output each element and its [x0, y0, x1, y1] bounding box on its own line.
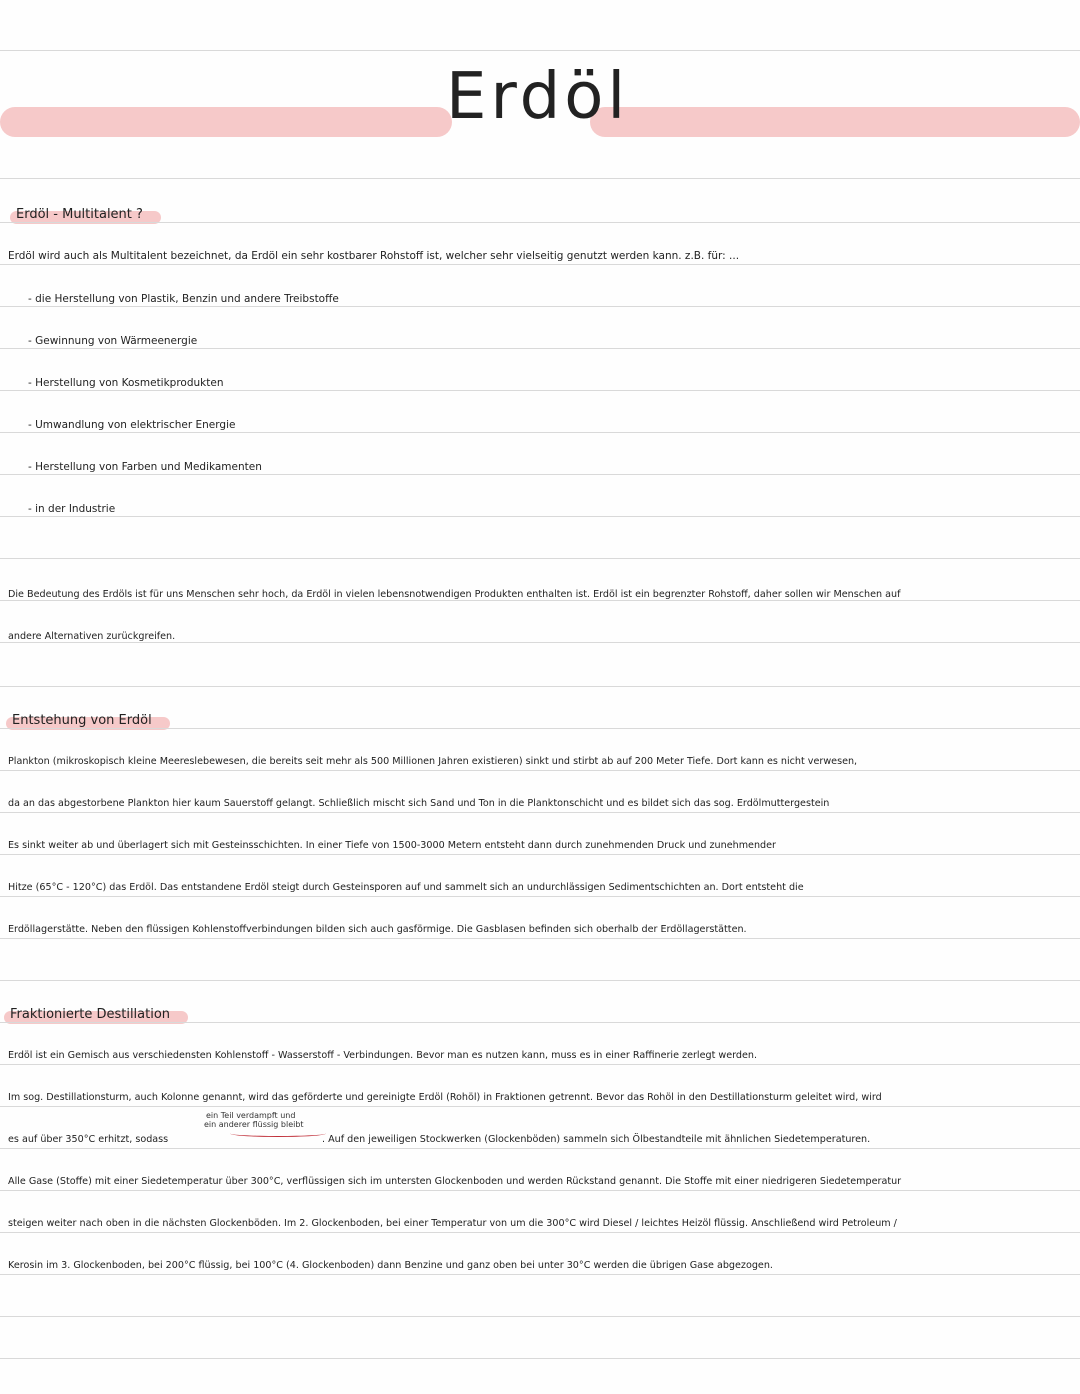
annotation-note: ein anderer flüssig bleibt	[204, 1120, 304, 1129]
section-heading-entstehung: Entstehung von Erdöl	[6, 712, 170, 729]
destillation-line: Im sog. Destillationsturm, auch Kolonne genannt, wird das geförderte und gereinigte Erdöl (Rohöl) in Fraktionen getrennt. Bevor das Rohöl in den Destillationsturm geleitet wird, wird	[8, 1092, 882, 1103]
bullet-item: - Umwandlung von elektrischer Energie	[28, 419, 236, 431]
entstehung-line: da an das abgestorbene Plankton hier kaum Sauerstoff gelangt. Schließlich mischt sich Sand und Ton in die Planktonschicht und es bildet sich das sog. Erdölmuttergestein	[8, 798, 830, 809]
title-band-left	[0, 107, 452, 137]
entstehung-line: Hitze (65°C - 120°C) das Erdöl. Das entstandene Erdöl steigt durch Gesteinsporen auf und sammelt sich an undurchlässigen Sedimentschichten an. Dort entsteht die	[8, 882, 804, 893]
multitalent-paragraph-line: Die Bedeutung des Erdöls ist für uns Menschen sehr hoch, da Erdöl in vielen lebensnotwendigen Produkten enthalten ist. Erdöl ist ein begrenzter Rohstoff, daher sollen wir Menschen auf	[8, 589, 901, 600]
destillation-line: steigen weiter nach oben in die nächsten Glockenböden. Im 2. Glockenboden, bei einer Temperatur von um die 300°C wird Diesel / leichtes Heizöl flüssig. Anschließend wird Petroleum /	[8, 1218, 897, 1229]
section-heading-destillation: Fraktionierte Destillation	[4, 1006, 188, 1023]
bullet-item: - in der Industrie	[28, 503, 116, 515]
entstehung-line: Erdöllagerstätte. Neben den flüssigen Kohlenstoffverbindungen bilden sich auch gasförmige. Die Gasblasen befinden sich oberhalb der Erdöllagerstätten.	[8, 924, 747, 935]
annotation-note: ein Teil verdampft und	[206, 1111, 296, 1120]
multitalent-intro: Erdöl wird auch als Multitalent bezeichnet, da Erdöl ein sehr kostbarer Rohstoff ist, welcher sehr vielseitig genutzt werden kann. z.B. für: ...	[8, 250, 740, 262]
bullet-item: - Gewinnung von Wärmeenergie	[28, 335, 198, 347]
entstehung-line: Es sinkt weiter ab und überlagert sich mit Gesteinsschichten. In einer Tiefe von 1500-3000 Metern entsteht dann durch zunehmenden Druck und zunehmender	[8, 840, 776, 851]
destillation-line: Kerosin im 3. Glockenboden, bei 200°C flüssig, bei 100°C (4. Glockenboden) dann Benzine und ganz oben bei unter 30°C werden die übrigen Gase abgezogen.	[8, 1260, 773, 1271]
destillation-line: Alle Gase (Stoffe) mit einer Siedetemperatur über 300°C, verflüssigen sich im untersten Glockenboden und werden Rückstand genannt. Die Stoffe mit einer niedrigeren Siedetemperatur	[8, 1176, 902, 1187]
section-heading-multitalent: Erdöl - Multitalent ?	[10, 206, 161, 223]
destillation-line: Erdöl ist ein Gemisch aus verschiedensten Kohlenstoff - Wasserstoff - Verbindungen. Bevor man es nutzen kann, muss es in einer Raffinerie zerlegt werden.	[8, 1050, 758, 1061]
entstehung-line: Plankton (mikroskopisch kleine Meereslebewesen, die bereits seit mehr als 500 Millionen Jahren existieren) sinkt und stirbt ab auf 200 Meter Tiefe. Dort kann es nicht verwesen,	[8, 756, 858, 767]
destillation-line: es auf über 350°C erhitzt, sodass	[8, 1134, 169, 1145]
bullet-item: - die Herstellung von Plastik, Benzin und andere Treibstoffe	[28, 293, 339, 305]
title-band-right	[590, 107, 1080, 137]
bullet-item: - Herstellung von Farben und Medikamenten	[28, 461, 262, 473]
multitalent-paragraph-line: andere Alternativen zurückgreifen.	[8, 631, 176, 642]
page-title: Erdöl	[446, 60, 630, 134]
destillation-line: . Auf den jeweiligen Stockwerken (Glockenböden) sammeln sich Ölbestandteile mit ähnlichen Siedetemperaturen.	[322, 1134, 871, 1145]
annotation-arrow	[230, 1130, 326, 1137]
bullet-item: - Herstellung von Kosmetikprodukten	[28, 377, 224, 389]
